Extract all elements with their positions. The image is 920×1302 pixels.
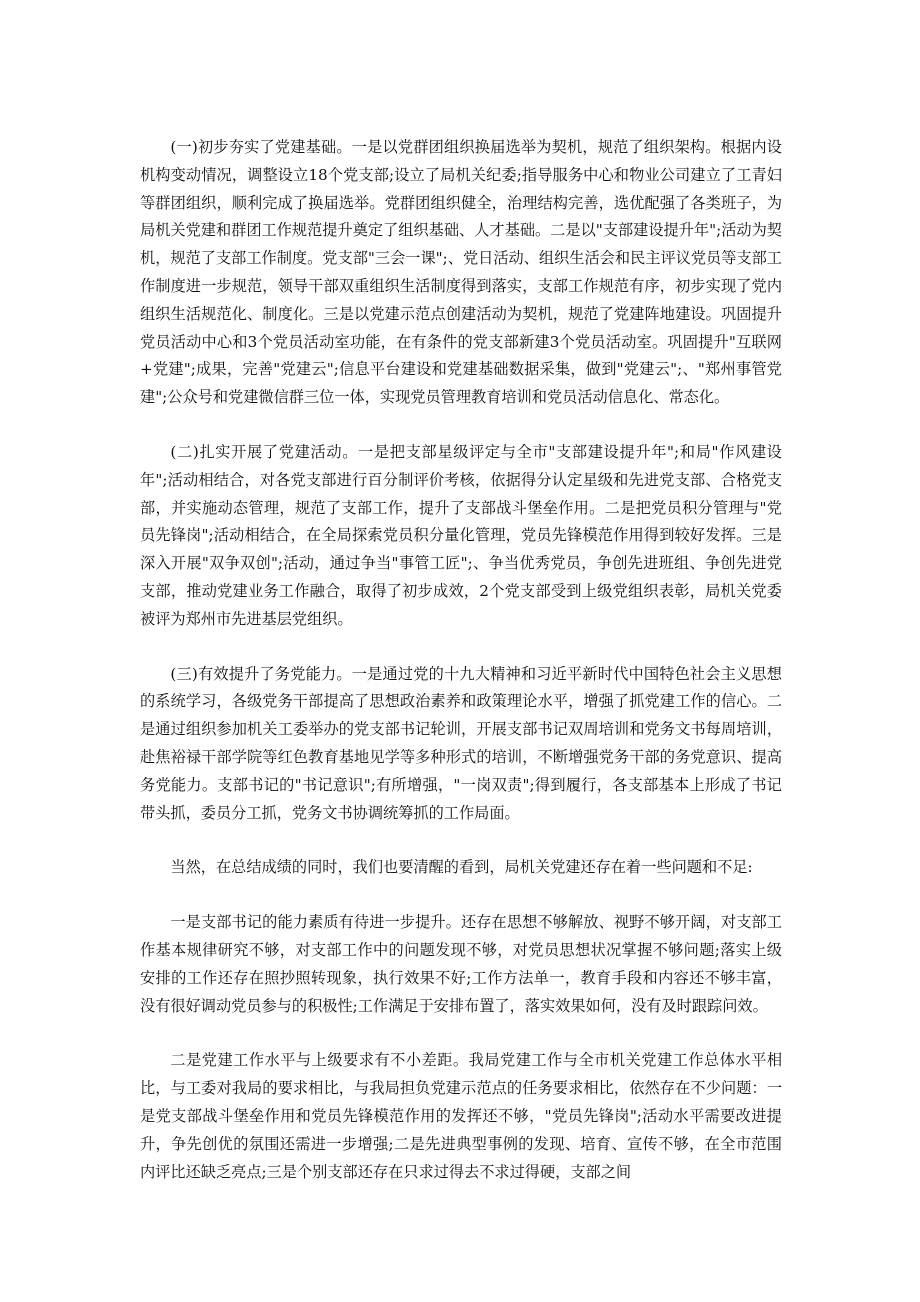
paragraph-problems-intro: 当然，在总结成绩的同时，我们也要清醒的看到，局机关党建还存在着一些问题和不足: xyxy=(170,858,753,877)
document-body xyxy=(140,134,782,1186)
paragraph-spacer xyxy=(140,412,782,439)
paragraph-problem-two: 二是党建工作水平与上级要求有不小差距。我局党建工作与全市机关党建工作总体水平相比，与工委对我局的要求相比，与我局担负党建示范点的任务要求相比，依然存在不少问题：一是党支部战斗堡垒作用和党员先锋模范作用的发挥还不够，"党员先锋岗";活动水平需要改进提升，争先创优的氛围还需进一步增强;二是先进典型事例的发现、培育、宣传不够，在全市范围内评比还缺乏亮点;三是个别支部还存在只求过得去不求过得硬，支部之间 xyxy=(140,1051,782,1181)
paragraph-spacer xyxy=(140,1020,782,1047)
paragraph-spacer xyxy=(140,827,782,854)
paragraph-party-foundation: (一)初步夯实了党建基础。一是以党群团组织换届选举为契机，规范了组织架构。根据内设机构变动情况，调整设立18个党支部;设立了局机关纪委;指导服务中心和物业公司建立了工青妇等群团组织，顺利完成了换届选举。党群团组织健全，治理结构完善，选优配强了各类班子，为局机关党建和群团工作规范提升奠定了组织基础、人才基础。二是以"支部建设提升年";活动为契机，规范了支部工作制度。党支部"三会一课";、党日活动、组织生活会和民主评议党员等支部工作制度进一步规范，领导干部双重组织生活制度得到落实，支部工作规范有序，初步实现了党内组织生活规范化、制度化。三是以党建示范点创建活动为契机，规范了党建阵地建设。巩固提升党员活动中心和3个党员活动室功能，在有条件的党支部新建3个党员活动室。巩固提升"互联网+党建";成果，完善"党建云";信息平台建设和党建基础数据采集，做到"党建云";、"郑州事管党建";公众号和党建微信群三位一体，实现党员管理教育培训和党员活动信息化、常态化。 xyxy=(140,138,782,407)
paragraph-spacer xyxy=(140,634,782,661)
paragraph-spacer xyxy=(140,882,782,909)
paragraph-party-capability: (三)有效提升了务党能力。一是通过党的十九大精神和习近平新时代中国特色社会主义思想的系统学习，各级党务干部提高了思想政治素养和政策理论水平，增强了抓党建工作的信心。二是通过组织参加机关工委举办的党支部书记轮训，开展支部书记双周培训和党务文书每周培训，赴焦裕禄干部学院等红色教育基地见学等多种形式的培训，不断增强党务干部的务党意识、提高务党能力。支部书记的"书记意识";有所增强，"一岗双责";得到履行，各支部基本上形成了书记带头抓，委员分工抓，党务文书协调统筹抓的工作局面。 xyxy=(140,664,782,822)
paragraph-problem-one: 一是支部书记的能力素质有待进一步提升。还存在思想不够解放、视野不够开阔，对支部工作基本规律研究不够，对支部工作中的问题发现不够，对党员思想状况掌握不够问题;落实上级安排的工作还存在照抄照转现象，执行效果不好;工作方法单一，教育手段和内容还不够丰富，没有很好调动党员参与的积极性;工作满足于安排布置了，落实效果如何，没有及时跟踪问效。 xyxy=(140,913,782,1015)
paragraph-party-activities: (二)扎实开展了党建活动。一是把支部星级评定与全市"支部建设提升年";和局"作风建设年";活动相结合，对各党支部进行百分制评价考核，依据得分认定星级和先进党支部、合格党支部，并实施动态管理，规范了支部工作，提升了支部战斗堡垒作用。二是把党员积分管理与"党员先锋岗";活动相结合，在全局探索党员积分量化管理，党员先锋模范作用得到较好发挥。三是深入开展"双争双创";活动，通过争当"事管工匠";、争当优秀党员，争创先进班组、争创先进党支部，推动党建业务工作融合，取得了初步成效，2个党支部受到上级党组织表彰，局机关党委被评为郑州市先进基层党组织。 xyxy=(140,442,782,628)
